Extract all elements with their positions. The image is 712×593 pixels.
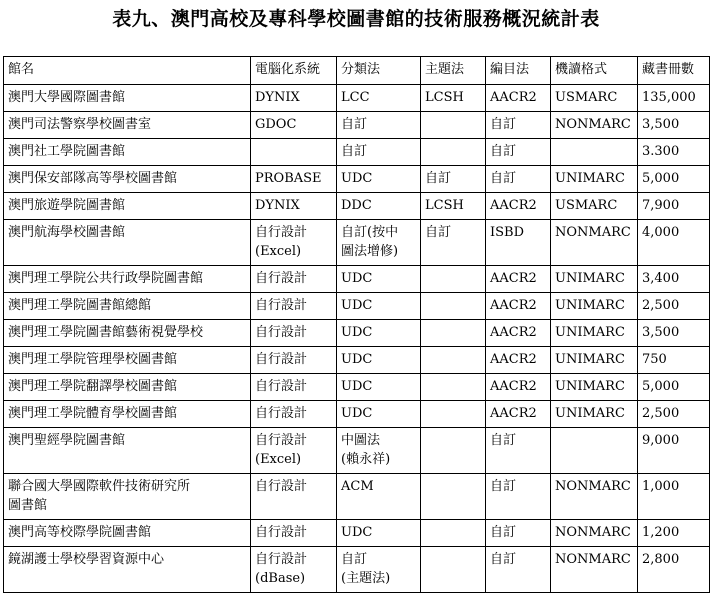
cell-subject-method xyxy=(421,374,486,401)
cell-cataloging: AACR2 xyxy=(486,85,551,112)
cell-subject-method xyxy=(421,320,486,347)
cell-collection-size: 1,200 xyxy=(638,520,710,547)
table-title: 表九、澳門高校及專科學校圖書館的技術服務概況統計表 xyxy=(112,8,600,30)
cell-cataloging: AACR2 xyxy=(486,347,551,374)
cell-collection-size: 2,800 xyxy=(638,547,710,593)
cell-marc-format: UNIMARC xyxy=(551,401,638,428)
cell-library-name: 澳門理工學院公共行政學院圖書館 xyxy=(4,266,251,293)
cell-cataloging: 自訂 xyxy=(486,112,551,139)
table-row xyxy=(4,374,710,401)
cell-collection-size: 4,000 xyxy=(638,220,710,266)
cell-classification: UDC xyxy=(337,374,421,401)
cell-computer-system: PROBASE xyxy=(251,166,337,193)
cell-library-name: 聯合國大學國際軟件技術研究所 圖書館 xyxy=(4,474,251,520)
cell-subject-method xyxy=(421,347,486,374)
cell-computer-system: 自行設計 xyxy=(251,266,337,293)
cell-classification: UDC xyxy=(337,266,421,293)
table-row xyxy=(4,293,710,320)
cell-marc-format: NONMARC xyxy=(551,112,638,139)
cell-cataloging: AACR2 xyxy=(486,193,551,220)
cell-subject-method: LCSH xyxy=(421,85,486,112)
cell-computer-system: 自行設計 xyxy=(251,320,337,347)
cell-cataloging: 自訂 xyxy=(486,474,551,520)
cell-classification: UDC xyxy=(337,520,421,547)
cell-library-name: 澳門理工學院翻譯學校圖書館 xyxy=(4,374,251,401)
cell-computer-system: 自行設計 (dBase) xyxy=(251,547,337,593)
cell-subject-method xyxy=(421,293,486,320)
cell-classification: ACM xyxy=(337,474,421,520)
cell-library-name: 澳門司法警察學校圖書室 xyxy=(4,112,251,139)
cell-library-name: 鏡湖護士學校學習資源中心 xyxy=(4,547,251,593)
cell-collection-size: 2,500 xyxy=(638,293,710,320)
cell-collection-size: 135,000 xyxy=(638,85,710,112)
cell-library-name: 澳門保安部隊高等學校圖書館 xyxy=(4,166,251,193)
cell-library-name: 澳門社工學院圖書館 xyxy=(4,139,251,166)
cell-collection-size: 750 xyxy=(638,347,710,374)
table-body xyxy=(4,85,710,593)
cell-collection-size: 5,000 xyxy=(638,374,710,401)
cell-marc-format: UNIMARC xyxy=(551,320,638,347)
cell-cataloging: AACR2 xyxy=(486,266,551,293)
cell-marc-format: UNIMARC xyxy=(551,374,638,401)
cell-collection-size: 5,000 xyxy=(638,166,710,193)
cell-computer-system: 自行設計 (Excel) xyxy=(251,220,337,266)
cell-collection-size: 7,900 xyxy=(638,193,710,220)
cell-computer-system: 自行設計 xyxy=(251,474,337,520)
table-row xyxy=(4,547,710,593)
cell-classification: UDC xyxy=(337,401,421,428)
cell-classification: UDC xyxy=(337,293,421,320)
cell-library-name: 澳門高等校際學院圖書館 xyxy=(4,520,251,547)
cell-classification: 自訂 xyxy=(337,112,421,139)
cell-computer-system: 自行設計 xyxy=(251,401,337,428)
cell-library-name: 澳門理工學院體育學校圖書館 xyxy=(4,401,251,428)
cell-subject-method xyxy=(421,547,486,593)
cell-library-name: 澳門航海學校圖書館 xyxy=(4,220,251,266)
cell-marc-format: UNIMARC xyxy=(551,347,638,374)
cell-collection-size: 1,000 xyxy=(638,474,710,520)
header-classification: 分類法 xyxy=(337,57,421,85)
cell-marc-format: USMARC xyxy=(551,193,638,220)
cell-cataloging: AACR2 xyxy=(486,374,551,401)
cell-marc-format: UNIMARC xyxy=(551,266,638,293)
cell-subject-method xyxy=(421,401,486,428)
cell-classification: 中圖法 (賴永祥) xyxy=(337,428,421,474)
cell-collection-size: 3,500 xyxy=(638,112,710,139)
cell-subject-method xyxy=(421,266,486,293)
cell-computer-system: GDOC xyxy=(251,112,337,139)
cell-marc-format: USMARC xyxy=(551,85,638,112)
cell-library-name: 澳門理工學院圖書館總館 xyxy=(4,293,251,320)
cell-cataloging: 自訂 xyxy=(486,547,551,593)
table-row xyxy=(4,193,710,220)
cell-marc-format: UNIMARC xyxy=(551,293,638,320)
cell-cataloging: ISBD xyxy=(486,220,551,266)
cell-collection-size: 3.300 xyxy=(638,139,710,166)
table-row xyxy=(4,474,710,520)
cell-collection-size: 3,400 xyxy=(638,266,710,293)
cell-classification: 自訂 xyxy=(337,139,421,166)
cell-marc-format xyxy=(551,139,638,166)
cell-cataloging: 自訂 xyxy=(486,520,551,547)
cell-computer-system: 自行設計 xyxy=(251,374,337,401)
table-row xyxy=(4,266,710,293)
cell-computer-system: DYNIX xyxy=(251,193,337,220)
cell-computer-system xyxy=(251,139,337,166)
table-row xyxy=(4,139,710,166)
cell-computer-system: 自行設計 (Excel) xyxy=(251,428,337,474)
cell-subject-method xyxy=(421,112,486,139)
cell-marc-format: NONMARC xyxy=(551,520,638,547)
cell-library-name: 澳門聖經學院圖書館 xyxy=(4,428,251,474)
cell-cataloging: 自訂 xyxy=(486,166,551,193)
header-row xyxy=(4,57,710,85)
header-subject-method: 主題法 xyxy=(421,57,486,85)
cell-computer-system: 自行設計 xyxy=(251,520,337,547)
header-library-name: 館名 xyxy=(4,57,251,85)
cell-subject-method xyxy=(421,520,486,547)
cell-marc-format xyxy=(551,428,638,474)
cell-computer-system: DYNIX xyxy=(251,85,337,112)
cell-subject-method xyxy=(421,474,486,520)
table-row xyxy=(4,85,710,112)
table-row xyxy=(4,428,710,474)
cell-cataloging: AACR2 xyxy=(486,320,551,347)
cell-collection-size: 9,000 xyxy=(638,428,710,474)
cell-subject-method: LCSH xyxy=(421,193,486,220)
cell-library-name: 澳門大學國際圖書館 xyxy=(4,85,251,112)
table-row xyxy=(4,520,710,547)
cell-classification: LCC xyxy=(337,85,421,112)
cell-classification: 自訂(按中 圖法增修) xyxy=(337,220,421,266)
cell-cataloging: 自訂 xyxy=(486,139,551,166)
cell-marc-format: NONMARC xyxy=(551,474,638,520)
cell-computer-system: 自行設計 xyxy=(251,293,337,320)
table-row xyxy=(4,347,710,374)
header-cataloging: 編目法 xyxy=(486,57,551,85)
table-row xyxy=(4,166,710,193)
cell-classification: UDC xyxy=(337,320,421,347)
cell-classification: DDC xyxy=(337,193,421,220)
cell-marc-format: NONMARC xyxy=(551,220,638,266)
cell-classification: UDC xyxy=(337,347,421,374)
cell-marc-format: NONMARC xyxy=(551,547,638,593)
cell-subject-method: 自訂 xyxy=(421,166,486,193)
header-collection-size: 藏書冊數 xyxy=(638,57,710,85)
cell-marc-format: UNIMARC xyxy=(551,166,638,193)
cell-classification: UDC xyxy=(337,166,421,193)
statistics-table xyxy=(3,56,710,593)
cell-subject-method: 自訂 xyxy=(421,220,486,266)
cell-collection-size: 3,500 xyxy=(638,320,710,347)
table-row xyxy=(4,401,710,428)
cell-library-name: 澳門理工學院管理學校圖書館 xyxy=(4,347,251,374)
cell-library-name: 澳門理工學院圖書館藝術視覺學校 xyxy=(4,320,251,347)
cell-computer-system: 自行設計 xyxy=(251,347,337,374)
header-computer-system: 電腦化系統 xyxy=(251,57,337,85)
table-row xyxy=(4,220,710,266)
cell-cataloging: AACR2 xyxy=(486,401,551,428)
table-row xyxy=(4,320,710,347)
cell-cataloging: AACR2 xyxy=(486,293,551,320)
cell-subject-method xyxy=(421,428,486,474)
cell-library-name: 澳門旅遊學院圖書館 xyxy=(4,193,251,220)
table-row xyxy=(4,112,710,139)
cell-subject-method xyxy=(421,139,486,166)
header-marc-format: 機讀格式 xyxy=(551,57,638,85)
cell-collection-size: 2,500 xyxy=(638,401,710,428)
cell-classification: 自訂 (主題法) xyxy=(337,547,421,593)
cell-cataloging: 自訂 xyxy=(486,428,551,474)
